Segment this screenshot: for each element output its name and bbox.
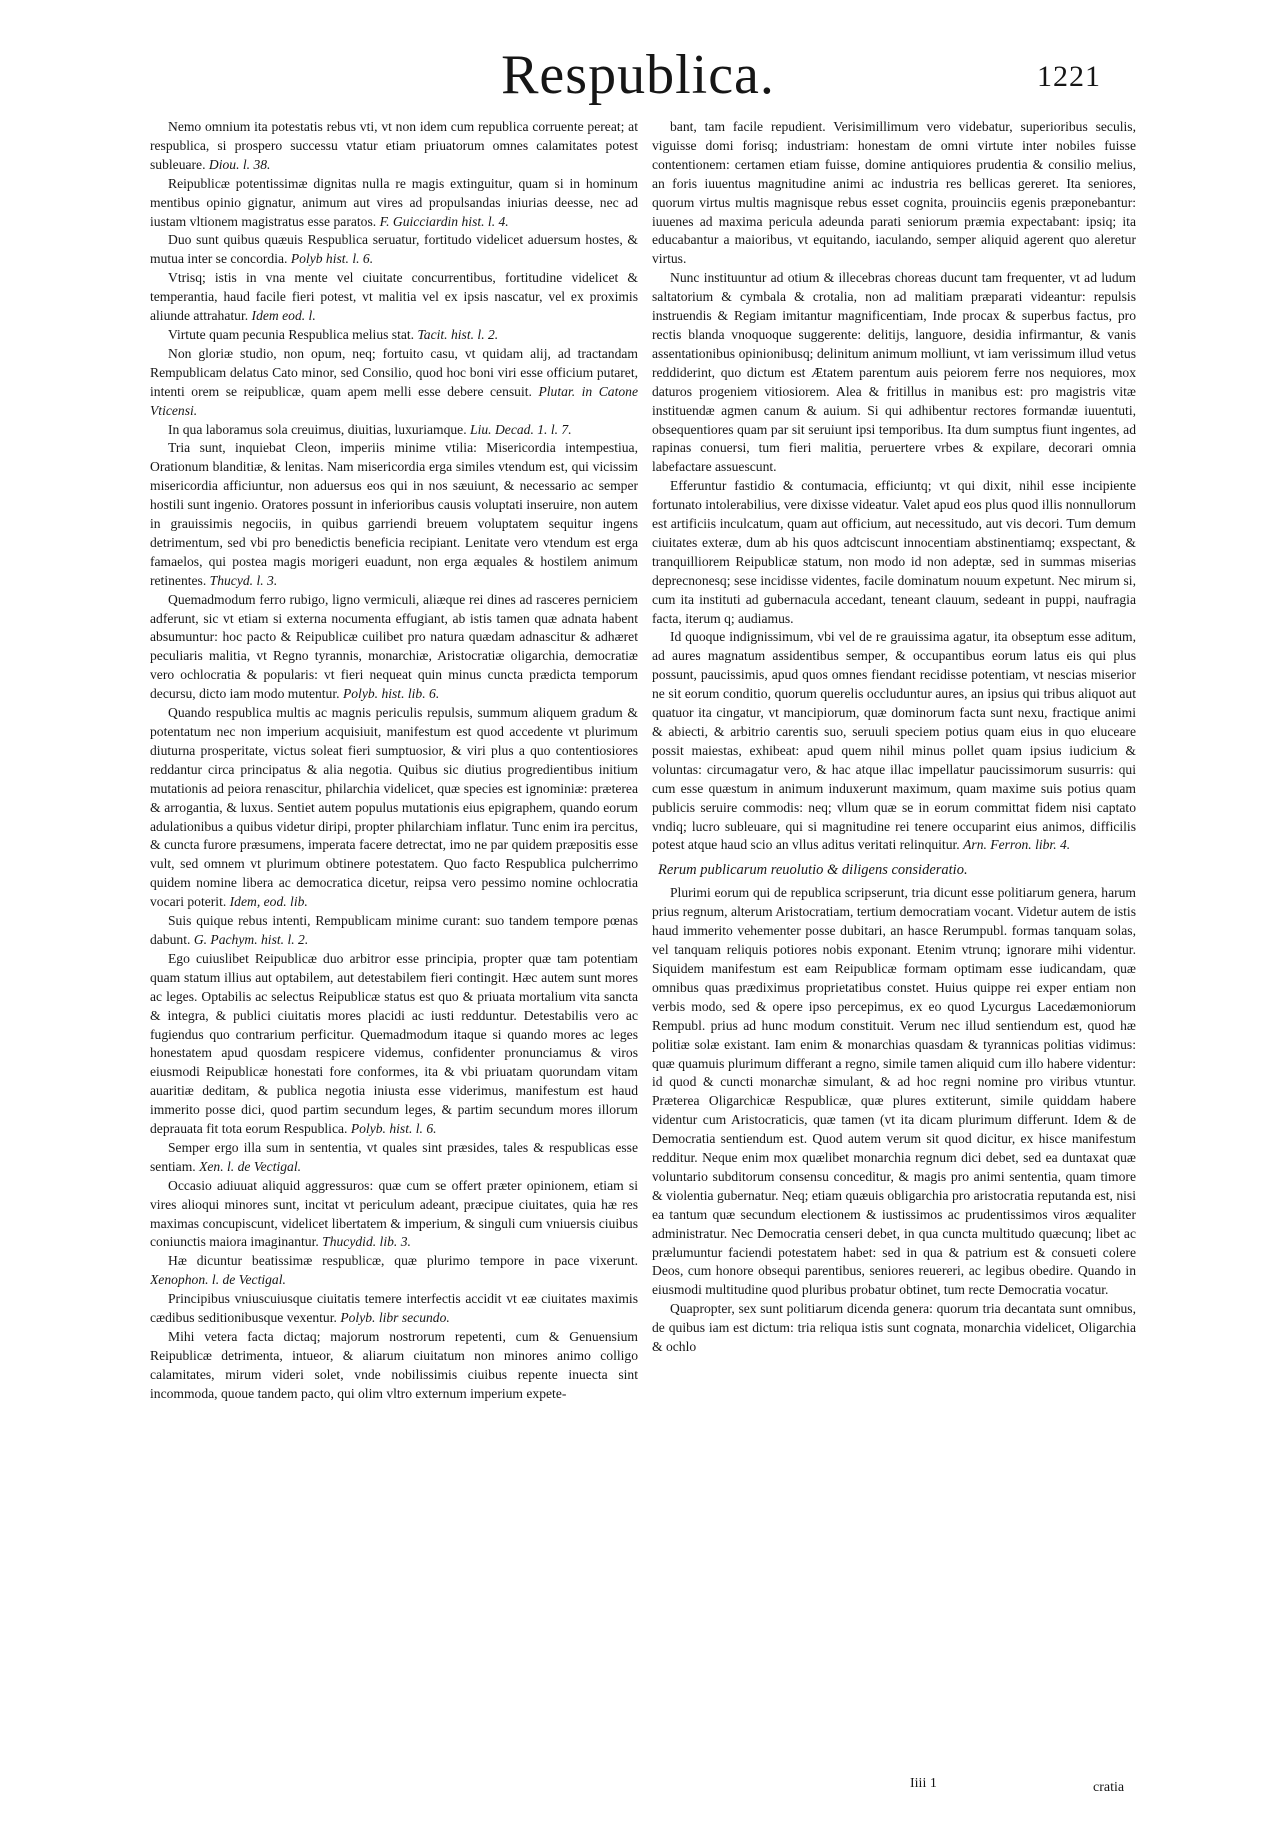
right-column-upper-text (652, 118, 1136, 855)
right-column-lower-text (652, 884, 1136, 1357)
page-footer (0, 1776, 1276, 1816)
paragraph-text: Plurimi eorum qui de republica scripserunt, tria dicunt esse politiarum genera, harum prius regnum, alterum Aristocratiam, tertium democratiam vocant. Videtur autem de istis haud immerito vehementer posse dubitari, an hasce Rerumpubl. formas tanquam solas, vel tanquam reliquis potiores nobis exponant. Etenim vtrunq; ignorare mihi videntur. Siquidem manifestum est eam Reipublicæ formam optimam esse iudicandam, quæ omnibus quas prædiximus proprietatibus constet. Huius quippe rei exper entiam non verbis modo, sed & opere ipso percepimus, ex eo quod Lycurgus Lacedæmoniorum Rempubl. prius ad hunc modum constituit. Verum nec illud sentiendum est, quod hæ politiæ solæ existant. Iam enim & monarchias quasdam & tyrannicas politias vidimus: quæ quamuis plurimum differant a regno, simile tamen aliquid cum illo habere videntur: id quod & cuncti monarchæ simulant, & ad hoc regni nomine pro viribus vtuntur. Præterea Oligarchicæ Respublicæ, quæ plures extiterunt, simile quiddam habere videntur cum Aristocraticis, quæ tamen (vt ita dicam plurimum differunt. Idem & de Democratia sentiendum est. Quod autem verum sit quod dicitur, ex hisce manifestum redditur. Neque enim mox quælibet monarchia regnum dici debet, sed ea duntaxat quæ voluntario subditorum consensu conceditur, & magis pro animi sententia, quam timore & violentia gubernatur. Neq; etiam quæuis obligarchia pro aristocratia reputanda est, nisi ea tantum quæ secundum electionem & iustissimos ac prudentissimos viros æqualiter administratur. Nec Democratia censeri debet, in qua cuncta multitudo quæcunq; libet ac prælumuntur faciendi potestatem habet: sed in qua & patrium est & consueti colere Deos, cum honore obsequi parentibus, seniores reuereri, ac legibus obedire. Quando in eiusmodi multitudine quod pluribus probatur obtinet, tum recte Democratia vocatur. (652, 885, 1136, 1298)
paragraph-text: Hæ dicuntur beatissimæ respublicæ, quæ plurimo tempore in pace vixerunt. (168, 1253, 638, 1269)
source-citation: Xen. l. de Vectigal. (199, 1158, 302, 1174)
source-citation: F. Guicciardin hist. l. 4. (379, 213, 509, 229)
paragraph-text: Principibus vniuscuiusque ciuitatis temere interfectis accidit vt eæ ciuitates maximis cædibus seditionibusque vexentur. (150, 1291, 638, 1326)
paragraph-text: Duo sunt quibus quæuis Respublica seruatur, fortitudo videlicet aduersum hostes, & mutua inter se concordia. (150, 232, 638, 267)
paragraph (150, 439, 638, 590)
source-citation: Thucydid. lib. 3. (322, 1234, 411, 1250)
paragraph (150, 231, 638, 269)
paragraph-text: Vtrisq; istis in vna mente vel ciuitate concurrentibus, fortitudine videlicet & temperantia, haud facile fieri potest, vt malitia vel ex ipsis nascatur, vel ex proximis aliunde attrahatur. (150, 270, 638, 324)
source-citation: Plutar. in Catone Vticensi. (150, 383, 638, 418)
paragraph (652, 1300, 1136, 1357)
paragraph (652, 477, 1136, 628)
paragraph-text: Ego cuiuslibet Reipublicæ duo arbitror esse principia, propter quæ tam potentiam quam statum illius aut optabilem, aut detestabilem fieri contingit. Hæc autem sunt mores ac leges. Optabilis ac selectus Reipublicæ status est quo & priuata mortalium vita sancta & integra, & publici ciuitatis mores placidi ac iusti redduntur. Detestabilis vero ac fugiendus quo contrarium perficitur. Quemadmodum itaque si quando mores ac leges honestatem apud quosdam respicere videmus, confidenter pronunciamus & viros eiusmodi Reipublicæ honestati fore conformes, ita & vbi priuatam quorundam vitam auaritiæ deditam, & publica negotia iniusta esse viderimus, manifestum est haud immerito posse dici, quod partim secundum leges, & partim secundum mores illorum deprauata fit tota eorum Respublica. (150, 950, 638, 1137)
paragraph-text: Occasio adiuuat aliquid aggressuros: quæ cum se offert præter opinionem, etiam si vires alioqui minores sunt, incitat vt periculum adeant, præcipue ciuitates, quia hæ res maximas concupiscunt, videlicet libertatem & imperium, & singuli cum vniuersis ciuibus coniunctis maiora imaginantur. (150, 1177, 638, 1250)
paragraph (150, 1328, 638, 1404)
paragraph-text: Non gloriæ studio, non opum, neq; fortuito casu, vt quidam alij, ad tractandam Rempublicam delatus Cato minor, sed Consilio, quod hoc boni viri esse officium putaret, intenti orem se reipublicæ, quam apem melli esse debere censuit. (150, 345, 638, 399)
paragraph-text: Id quoque indignissimum, vbi vel de re grauissima agatur, ita obseptum esse aditum, ad aures magnatum assidentibus semper, & occupantibus eorum latus eis qui plus possunt, paucissimis, apud quos omnes fiendant recidisse potentiam, vt nescias miserior ne sit eorum conditio, quorum querelis occluduntur aures, an ipsius qui tribus aliquot aut quatuor ita cingatur, vt mancipiorum, quæ dominorum facta sunt nexu, fractique animi & abiecti, & arbitrio carentis suo, seruuli speciem potius quam eius in quo eluceare possit maiestas, exhibeat: apud quem nihil minus pollet quam ipsius iudicium & voluntas: circumagatur vero, & hac atque illac impellatur paucissimorum susurris: qui cum esse quæstum in animum induxerunt maximum, quam maxime suis potius quam publicis seruire commodis: neq; vllum quæ se in eorum committat fidem nisi captato vndiq; lucro subleuare, qui si magnitudine rei tenere occuparint eius animos, difficilis potest atque haud scio an vllus aditus veritati relinquitur. (652, 629, 1136, 853)
paragraph-text: Nunc instituuntur ad otium & illecebras choreas ducunt tam frequenter, vt ad ludum saltatorium & cymbala & crotalia, non ad malitiam præparati videantur: repulsis instruendis & Regiam imitantur magnificentiam, Inde procax & superbus factus, pro rectis blanda vnoquoque suggerente: delitijs, languore, desidia infirmantur, & vanis assentationibus opinionibusq; delinitum animum molliunt, vt iam verissimum illud vetus reddiderint, quo dictum est Ætatem parentum auis peiorem ferre nos nequiores, mox daturos progeniem vitiosiorem. Alea & fritillus in manibus est: pro magistris vitæ instituendæ agmen canum & auium. Si qui adhibentur rectores formandæ iuuentuti, obsequentiores quam par sit seruiunt ipsi temporibus. Ita dum sumptus fiunt ingentes, ad rapinas conuersi, tum fieri malitia, peruertere vrbes & expilare, decorari omnia labefactare assuescunt. (652, 270, 1136, 475)
paragraph-text: Quemadmodum ferro rubigo, ligno vermiculi, aliæque rei dines ad rasceres perniciem adferunt, sic vt etiam si externa nocumenta effugiant, ab istis tamen quæ adnata habent absumuntur: hoc pacto & Reipublicæ cuilibet pro natura quædam adnascitur & adhæret peculiaris malitia, vt Regno tyrannis, monarchiæ, Aristocratiæ oligarchia, democratiæ vero ochlocratia & popularis: vt fieri nequeat quin minus cuncta prædicta temporum decursu, dicto iam modo mutentur. (150, 591, 638, 702)
paragraph-text: Nemo omnium ita potestatis rebus vti, vt non idem cum republica corruente pereat; at respublica, si prospero successu vtatur etiam priuatorum omnes calamitates potest subleuare. (150, 119, 638, 172)
paragraph-text: Quapropter, sex sunt politiarum dicenda genera: quorum tria decantata sunt omnibus, de quibus iam est dictum: tria reliqua istis sunt cognata, monarchia videlicet, Oligarchia & ochlo (652, 1301, 1136, 1355)
paragraph-text: Semper ergo illa sum in sententia, vt quales sint præsides, tales & respublicas esse sentiam. (150, 1139, 638, 1174)
source-citation: Liu. Decad. 1. l. 7. (470, 421, 572, 437)
paragraph-text: bant, tam facile repudient. Verisimillimum vero videbatur, superioribus seculis, viguisse domi forisq; industriam: honestam de omni virtute inter nobiles fuisse contentionem: certamen etiam fuisse, domine antiquiores prudentia & consilio melius, an foris iuuentus magnitudine animi ac industria res bellicas gereret. Ita seniores, quorum virtus multis magnisque rebus esset cognita, prouinciis egenis præponebantur: iuuenes ad maxima pericula adeunda parati seniorum præmia expectabant: ipsiq; ita educabantur a maioribus, vt equitando, iaculando, semper aliquid agerent quo aleretur virtus. (652, 119, 1136, 267)
paragraph (150, 704, 638, 912)
paragraph (150, 345, 638, 421)
source-citation: Polyb. hist. l. 6. (350, 1121, 437, 1137)
catchword: cratia (1093, 1780, 1125, 1795)
paragraph-text: Tria sunt, inquiebat Cleon, imperiis minime vtilia: Misericordia intempestiua, Orationum blanditiæ, & lenitas. Nam misericordia erga similes vtendum est, qui vicissim misericordia afficiuntur, non aduersus eos qui in nos sæuiunt, & necessario ac semper hostili sunt ingenio. Oratores possunt in inferioribus causis voluptati inseruire, non autem in grauissimis negociis, in quibus garriendi breuem voluptatem sequitur ingens detrimentum, sed vbi pro benedictis beneficia recipiant. Lenitate vero vtendum est erga famaelos, qui postea magis morigeri euadunt, non erga æquales & hostilem animum retinentes. (150, 440, 638, 588)
paragraph-text: Efferuntur fastidio & contumacia, efficiuntq; vt qui dixit, nihil esse incipiente fortunato intolerabilius, vere dixisse videatur. Valet apud eos plus quod illis nonnullorum est artificiis inculcatum, quam aut officium, aut necessitudo, aut vis decori. Tum demum ciuitates exteræ, dum ab his quos adtciscunt innocentiam abstinentiamq; exspectant, & tranquilliorem Reipublicæ statum, non modo id non adeptæ, sed in summas miserias deprecnonesq; sese incidisse videntes, facile dominatum nouum expetunt. Nec mirum si, cum ita instituti ad gubernacula accedant, teneant clauum, sedeant in puppi, naufragia facta, iterum q; audiamus. (652, 478, 1136, 626)
source-citation: Arn. Ferron. libr. 4. (963, 837, 1071, 853)
paragraph (150, 1177, 638, 1253)
paragraph-text: Mihi vetera facta dictaq; majorum nostrorum repetenti, cum & Genuensium Reipublicæ detrimenta, intueor, & aliarum ciuitatum non minores animo colligo calamitates, mirum videri solet, vnde nobilissimis ciuibus repente inuecta sint incommoda, quoue tandem pacto, qui olim vltro externum imperium expete- (150, 1329, 638, 1401)
signature-mark: Iiii 1 (910, 1776, 937, 1791)
paragraph (150, 175, 638, 232)
page-number: 1221 (1037, 60, 1101, 93)
paragraph (150, 269, 638, 326)
left-column (150, 118, 638, 1776)
paragraph-text: Virtute quam pecunia Respublica melius stat. (168, 326, 415, 342)
paragraph-text: Quando respublica multis ac magnis periculis repulsis, summum aliquem gradum & potentatum nec non imperium acquisiuit, manifestum est quod accedente vt plurimum diuturna prosperitate, victus soleat fieri sumptuosior, & viri plus a quo contentiosiores reddantur circa principatus & alia negotia. Quibus sic diutius progredientibus initium mutationis ad peiora renascitur, philarchia videlicet, quæ species est ignominiæ: præterea & arrogantia, & luxus. Sentiet autem populus mutationis eius epigraphem, quando eorum adulationibus a quibus videtur diripi, propter philarchiam inflatur. Tunc enim ira percitus, & cuncta furore præsumens, imperata facere detrectat, imo ne par quidem præpositis esse vult, sed omnem vt plurimum obtinere potestatem. Quo facto Respublica pulcherrimo quidem nomine libera ac democratica dicetur, reipsa vero pessimo nomine ochlocratia vocari poterit. (150, 705, 638, 910)
paragraph (150, 1252, 638, 1290)
paragraph (150, 912, 638, 950)
source-citation: Idem eod. l. (251, 308, 316, 324)
source-citation: Xenophon. l. de Vectigal. (150, 1272, 286, 1288)
paragraph (150, 591, 638, 704)
paragraph-text: Reipublicæ potentissimæ dignitas nulla re magis extinguitur, quam si in hominum mentibus opinio gignatur, animum aut vires ad propulsandas iniurias deesse, nec ad iustam vltionem magistratus esse paratos. (150, 175, 638, 229)
source-citation: Thucyd. l. 3. (209, 572, 278, 588)
paragraph (150, 1290, 638, 1328)
paragraph (652, 628, 1136, 855)
paragraph (150, 118, 638, 175)
paragraph (150, 1139, 638, 1177)
paragraph (150, 326, 638, 345)
source-citation: G. Pachym. hist. l. 2. (193, 931, 309, 947)
paragraph (652, 118, 1136, 269)
source-citation: Tacit. hist. l. 2. (417, 326, 499, 342)
running-title: Respublica. (501, 44, 775, 106)
source-citation: Diou. l. 38. (208, 156, 271, 172)
source-citation: Idem, eod. lib. (229, 894, 308, 910)
source-citation: Polyb. libr secundo. (340, 1310, 450, 1326)
page-header (0, 44, 1276, 114)
paragraph (652, 884, 1136, 1300)
source-citation: Polyb hist. l. 6. (290, 251, 374, 267)
paragraph-text: In qua laboramus sola creuimus, diuitias, luxuriamque. (168, 421, 467, 437)
right-column (652, 118, 1136, 1776)
paragraph-text: Suis quique rebus intenti, Rempublicam minime curant: suo tandem tempore pœnas dabunt. (150, 913, 638, 947)
source-citation: Polyb. hist. lib. 6. (342, 686, 440, 702)
paragraph (150, 421, 638, 440)
paragraph (652, 269, 1136, 477)
paragraph (150, 950, 638, 1139)
section-heading: Rerum publicarum reuolutio & diligens consideratio. (658, 862, 968, 879)
